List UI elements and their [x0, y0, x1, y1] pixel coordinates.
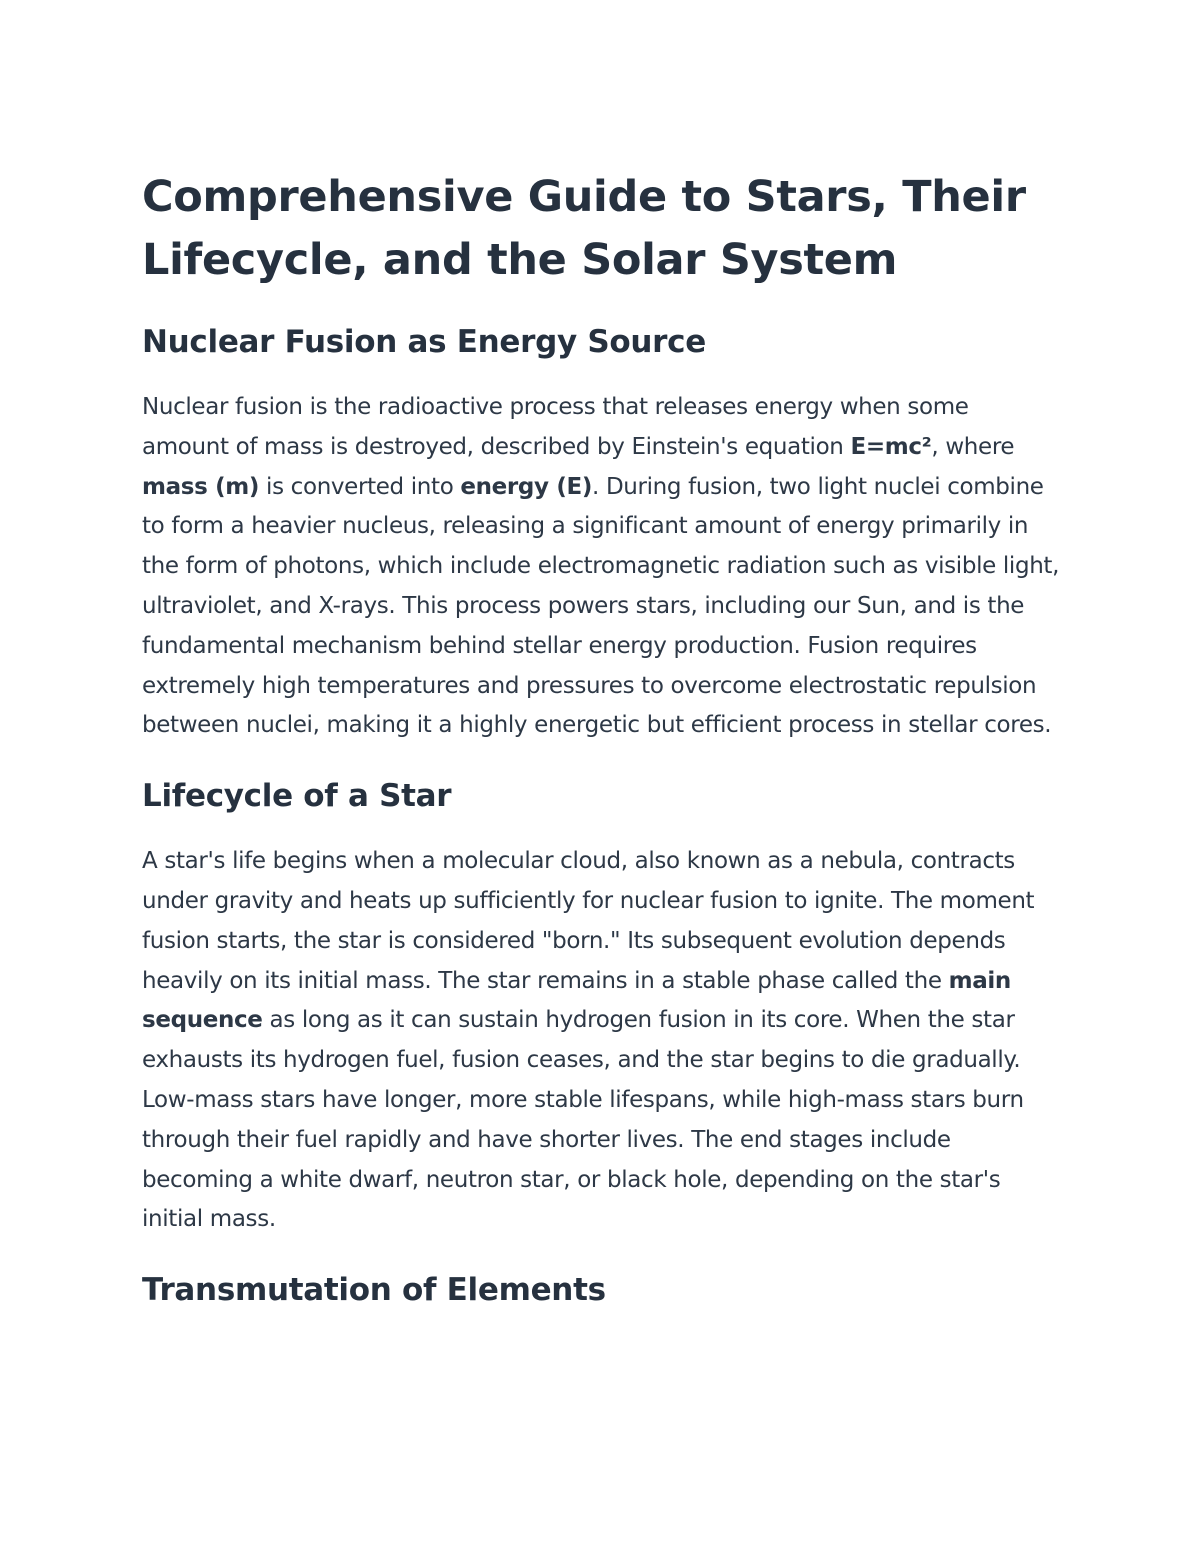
text-run: , where	[931, 433, 1015, 460]
section-paragraph-lifecycle	[142, 842, 1062, 1240]
bold-term-main-sequence: main sequence	[142, 967, 1011, 1034]
bold-equation: E=mc²	[850, 433, 932, 460]
section-heading-nuclear-fusion: Nuclear Fusion as Energy Source	[142, 324, 706, 360]
text-run: is converted into	[259, 473, 461, 500]
document-title: Comprehensive Guide to Stars, Their Lifecycle, and the Solar System	[142, 172, 1026, 285]
text-run: A star's life begins when a molecular cloud, also known as a nebula, contracts under gravity and heats up sufficiently for nuclear fusion to ignite. The moment fusion starts, the star is considered "born." Its subsequent evolution depends heavily on its initial mass. The star remains in a stable phase called the	[142, 848, 1035, 994]
bold-term-energy: energy (E)	[460, 473, 593, 500]
section-paragraph-nuclear-fusion	[142, 388, 1062, 746]
bold-term-mass: mass (m)	[142, 473, 260, 500]
text-run: Nuclear fusion is the radioactive process that releases energy when some amount of mass is destroyed, described by Einstein's equation	[142, 394, 969, 460]
section-heading-lifecycle: Lifecycle of a Star	[142, 778, 452, 815]
document-page	[142, 166, 1062, 1310]
section-heading-transmutation: Transmutation of Elements	[142, 1272, 606, 1309]
text-run: . During fusion, two light nuclei combine to form a heavier nucleus, releasing a significant amount of energy primarily in the form of photons, which include electromagnetic radiation such as visible light, ultraviolet, and X-rays. This process powers stars, including our Sun, and is the fundamental mechanism behind stellar energy production. Fusion requires extremely high temperatures and pressures to overcome electrostatic repulsion between nuclei, making it a highly energetic but efficient process in stellar cores.	[142, 473, 1060, 739]
text-run: as long as it can sustain hydrogen fusion in its core. When the star exhausts its hydrogen fuel, fusion ceases, and the star begins to die gradually. Low-mass stars have longer, more stable lifespans, while high-mass stars burn through their fuel rapidly and have shorter lives. The end stages include becoming a white dwarf, neutron star, or black hole, depending on the star's initial mass.	[142, 1007, 1024, 1233]
